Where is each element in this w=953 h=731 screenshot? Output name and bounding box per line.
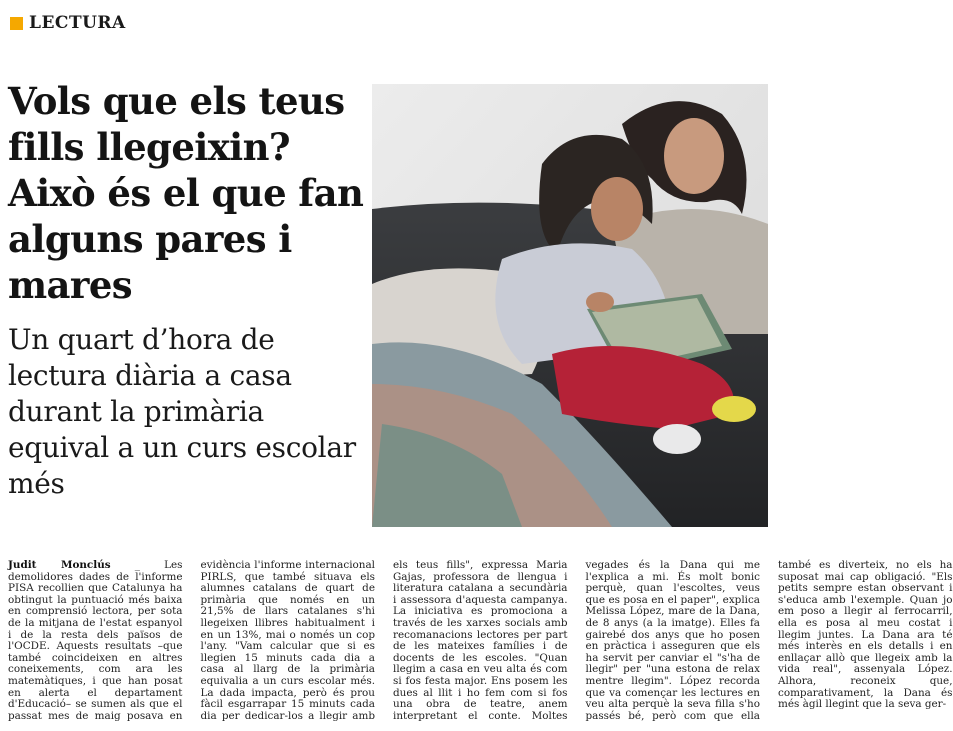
article-photo: [372, 84, 768, 527]
photo-mother-daughter-reading-icon: [372, 84, 768, 527]
section-label: [10, 11, 126, 35]
section-label-text: LECTURA: [29, 13, 126, 33]
article-byline: Judit Monclús: [8, 559, 111, 571]
article-text: _ Les demolidores dades de l'informe PISA recollien que Catalunya ha obtingut la puntuació més baixa en comprensió lectora, per sota de la mitjana de l'estat espanyol i de la resta dels països de l'OCDE. Aquests resultats –que també coincideixen en altres coneixements, com ara les matemàtiques, i que han posat en alerta el departament d'Educació– se sumen als que el passat mes de maig posava en evidència l'informe internacional PIRLS, que també situava els alumnes catalans de quart de primària que només en un 21,5% de llars catalanes s'hi llegeixen llibres habitualment i en un 13%, mai o només un cop l'any. "Vam calcular que si es llegien 15 minuts cada dia a casa al llarg de la primària equivalia a un curs escolar més. La dada impacta, però és prou fàcil esgarrapar 15 minuts cada dia per dedicar-los a llegir amb els teus fills", expressa Maria Gajas, professora de llengua i literatura catalana a secundària i assessora d'aquesta campanya. La iniciativa es promociona a través de les xarxes socials amb recomanacions lectores per part de les mateixes famílies i de docents de les escoles. "Quan llegim a casa en veu alta és com si fos festa major. Ens posem les dues al llit i ho fem com si fos una obra de teatre, anem interpretant el conte. Moltes vegades és la Dana qui me l'explica a mi. És molt bonic perquè, quan l'escoltes, veus que es posa en el paper", explica Melissa López, mare de la Dana, de 8 anys (a la imatge). Elles fa gairebé dos anys que ho posen en pràctica i asseguren que els ha servit per canviar el "s'ha de llegir" per "una estona de relax mentre llegim". López recorda que va començar les lectures en veu alta perquè la seva filla s'ho passés bé, però com que ella també es diverteix, no els ha suposat mai cap obligació. "Els petits sempre estan observant i s'educa amb l'exemple. Quan jo em poso a llegir al ferrocarril, ella es posa al meu costat i llegim juntes. La Dana ara té més interès en els detalls i en enllaçar allò que llegeix amb la vida real", assenyala López. Alhora, reconeix que, comparativament, la Dana és més àgil llegint que la seva ger-: [8, 559, 953, 722]
section-square-icon: [10, 17, 23, 30]
article-subheadline: Un quart d’hora de lectura diària a casa durant la primària equival a un curs escolar més: [8, 323, 356, 500]
article-body: [8, 559, 953, 728]
article-headline: Vols que els teus fills llegeixin? Això és el que fan alguns pares i mares: [8, 79, 364, 307]
